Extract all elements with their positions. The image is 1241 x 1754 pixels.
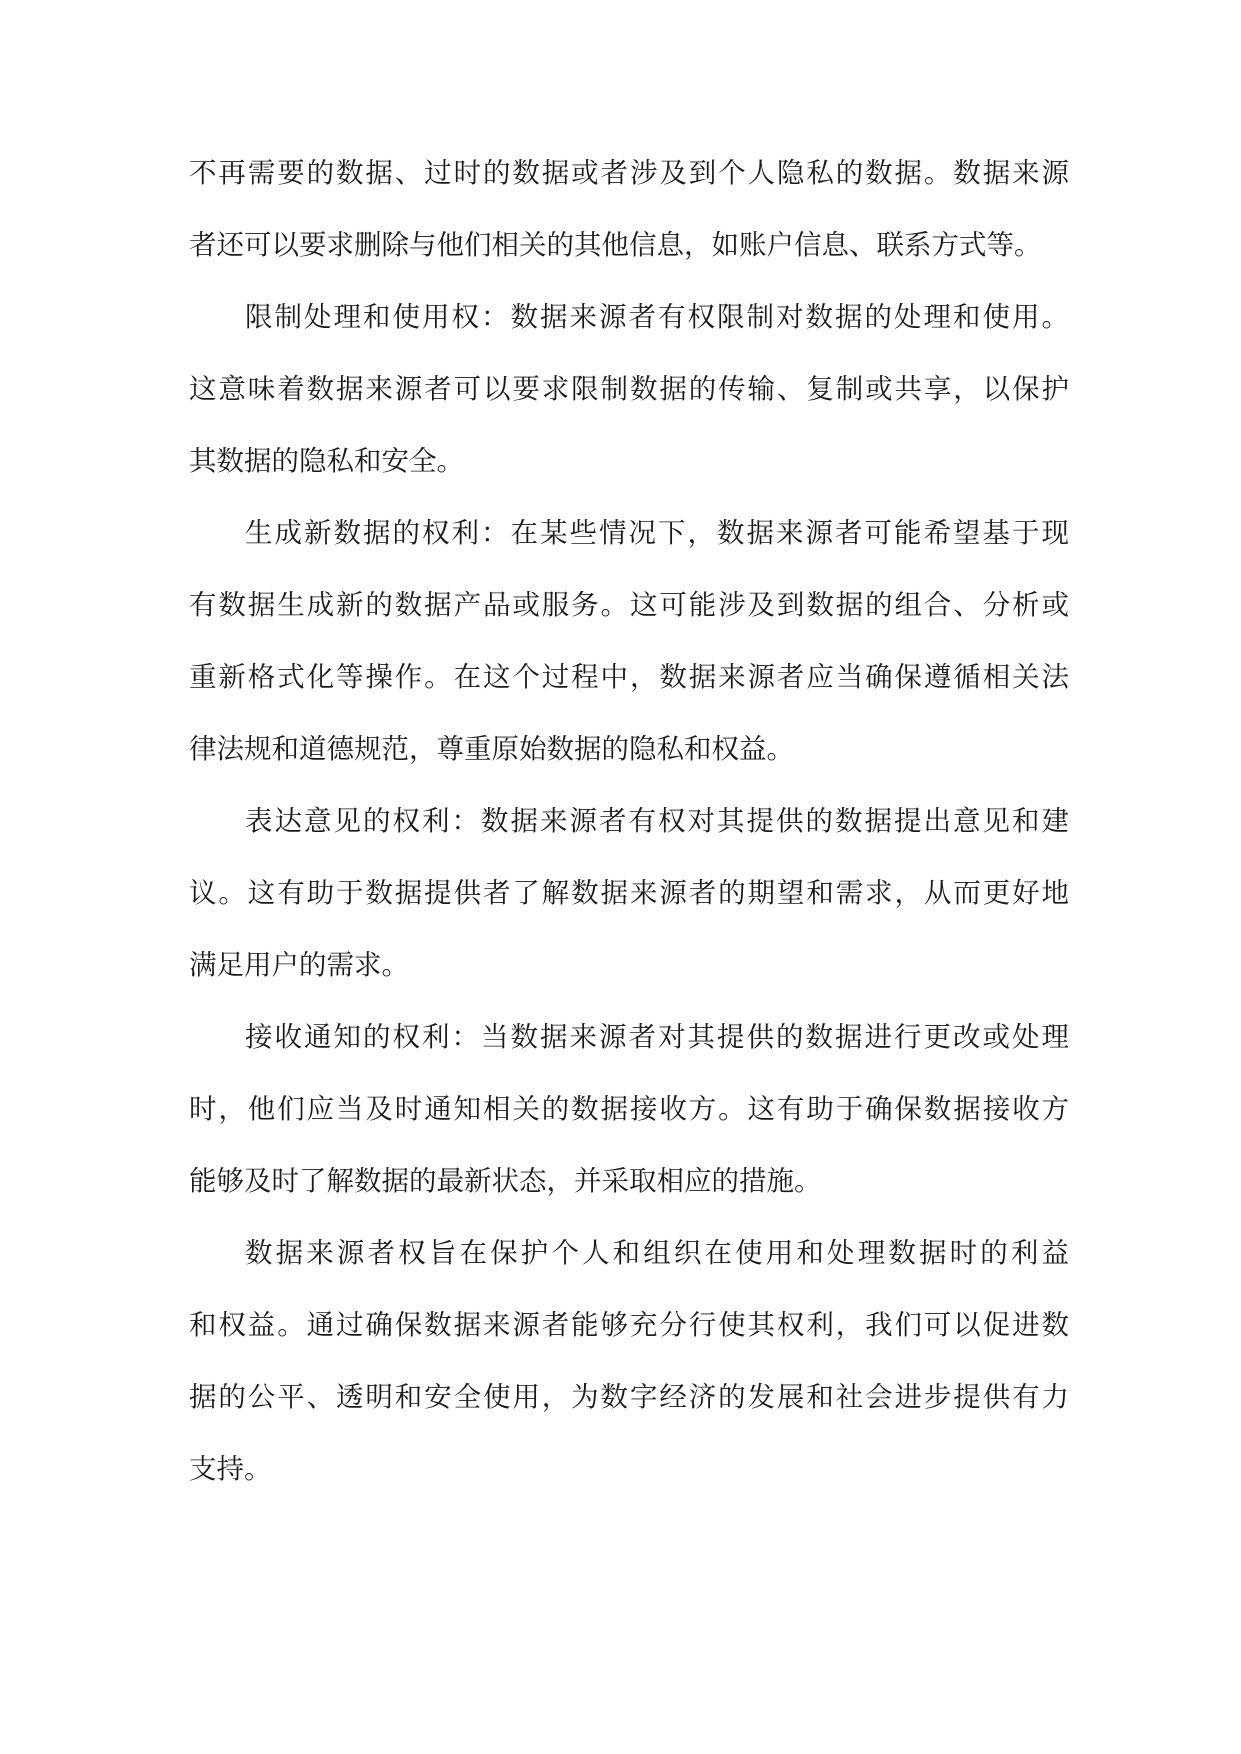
text-line: 有数据生成新的数据产品或服务。这可能涉及到数据的组合、分析或 [189,589,1069,621]
text-line: 和权益。通过确保数据来源者能够充分行使其权利，我们可以促进数 [189,1309,1069,1341]
text-line: 据的公平、透明和安全使用，为数字经济的发展和社会进步提供有力 [189,1381,1069,1413]
paragraph-first-line: 数据来源者权旨在保护个人和组织在使用和处理数据时的利益 [245,1237,1069,1269]
text-line: 能够及时了解数据的最新状态，并采取相应的措施。 [189,1165,822,1197]
text-line: 议。这有助于数据提供者了解数据来源者的期望和需求，从而更好地 [189,877,1069,909]
text-line: 支持。 [189,1453,272,1485]
text-line: 时，他们应当及时通知相关的数据接收方。这有助于确保数据接收方 [189,1093,1069,1125]
text-line: 满足用户的需求。 [189,949,409,981]
text-line: 不再需要的数据、过时的数据或者涉及到个人隐私的数据。数据来源 [189,157,1069,189]
text-line: 重新格式化等操作。在这个过程中，数据来源者应当确保遵循相关法 [189,661,1069,693]
paragraph-heading-line: 表达意见的权利：数据来源者有权对其提供的数据提出意见和建 [245,805,1069,837]
text-line: 这意味着数据来源者可以要求限制数据的传输、复制或共享，以保护 [189,373,1069,405]
paragraph-heading-line: 接收通知的权利：当数据来源者对其提供的数据进行更改或处理 [245,1021,1069,1053]
text-line: 其数据的隐私和安全。 [189,445,464,477]
paragraph-heading-line: 限制处理和使用权：数据来源者有权限制对数据的处理和使用。 [245,301,1069,333]
text-line: 者还可以要求删除与他们相关的其他信息，如账户信息、联系方式等。 [189,229,1042,261]
text-line: 律法规和道德规范，尊重原始数据的隐私和权益。 [189,733,794,765]
paragraph-heading-line: 生成新数据的权利：在某些情况下，数据来源者可能希望基于现 [245,517,1069,549]
